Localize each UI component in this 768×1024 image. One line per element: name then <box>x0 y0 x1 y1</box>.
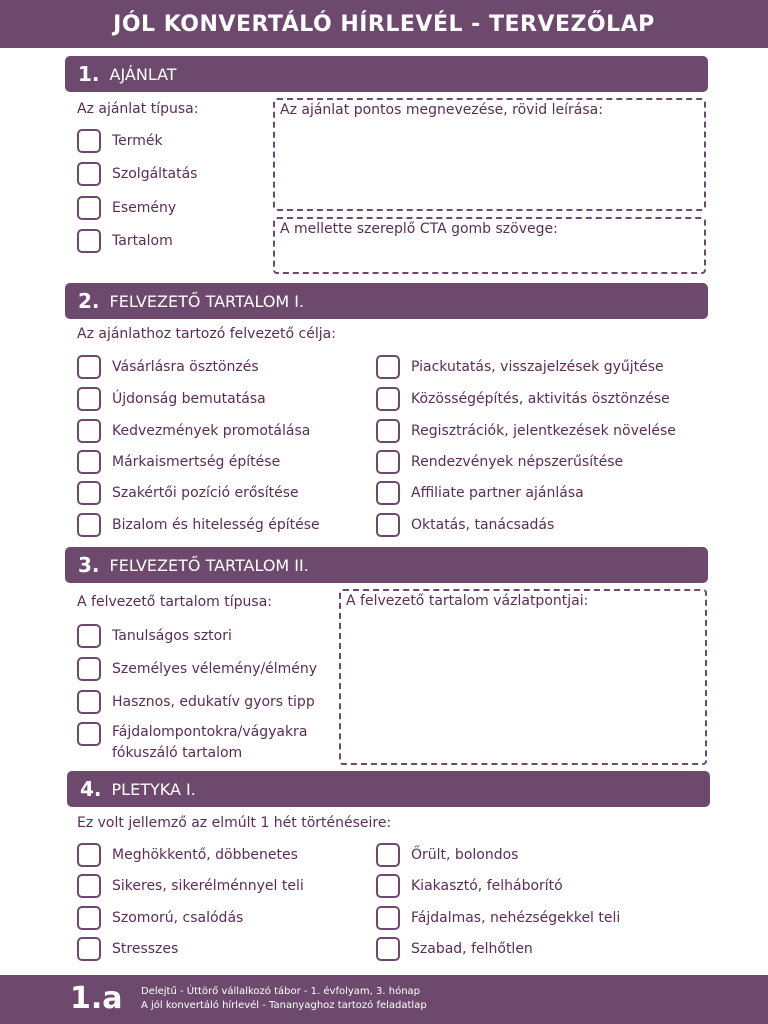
section-3-header <box>65 547 708 583</box>
checkbox[interactable] <box>376 387 400 411</box>
checkbox[interactable] <box>77 162 101 186</box>
checkbox[interactable] <box>77 937 101 961</box>
checkbox-label: Szolgáltatás <box>112 166 198 182</box>
checkbox-label: Termék <box>112 133 163 149</box>
checkbox[interactable] <box>376 906 400 930</box>
checkbox-label: Rendezvények népszerűsítése <box>411 454 624 470</box>
checkbox-label: Tanulságos sztori <box>112 628 232 644</box>
checkbox[interactable] <box>376 843 400 867</box>
section-number: 1. <box>78 62 100 86</box>
footer-line-2: A jól konvertáló hírlevél - Tananyaghoz tartozó feladatlap <box>141 1000 427 1011</box>
checkbox[interactable] <box>77 843 101 867</box>
checkbox-label: Tartalom <box>112 233 173 249</box>
checkbox-label: Kiakasztó, felháborító <box>411 878 563 894</box>
checkbox[interactable] <box>376 450 400 474</box>
checkbox[interactable] <box>77 513 101 537</box>
checkbox-label: Közösségépítés, aktivitás ösztönzése <box>411 391 670 407</box>
section-title: FELVEZETŐ TARTALOM I. <box>109 291 305 311</box>
checkbox-option[interactable] <box>77 229 173 253</box>
checkbox-option[interactable] <box>77 843 298 867</box>
checkbox[interactable] <box>77 874 101 898</box>
checkbox[interactable] <box>77 196 101 220</box>
checkbox-label: Újdonság bemutatása <box>112 391 266 407</box>
checkbox[interactable] <box>376 419 400 443</box>
checkbox-option[interactable] <box>376 355 664 379</box>
checkbox-label-line: fókuszáló tartalom <box>112 745 243 761</box>
checkbox-label: Esemény <box>112 200 177 216</box>
checkbox-option[interactable] <box>77 196 176 220</box>
field-label: A mellette szereplő CTA gomb szövege: <box>280 221 558 237</box>
checkbox-label: Oktatás, tanácsadás <box>411 517 555 533</box>
checkbox[interactable] <box>77 419 101 443</box>
checkbox-label-line: Fájdalompontokra/vágyakra <box>112 724 308 740</box>
checkbox-option[interactable] <box>77 162 197 186</box>
checkbox-option[interactable] <box>77 481 299 505</box>
checkbox-label: Szomorú, csalódás <box>112 910 244 926</box>
field-label: Az ajánlat pontos megnevezése, rövid leírása: <box>280 102 603 118</box>
checkbox-label: Őrült, bolondos <box>411 847 519 863</box>
checkbox-label: Hasznos, edukatív gyors tipp <box>112 694 315 710</box>
checkbox[interactable] <box>77 481 101 505</box>
gossip-prompt: Ez volt jellemző az elmúlt 1 hét történéseire: <box>77 815 392 831</box>
checkbox-option[interactable] <box>77 355 259 379</box>
worksheet-code: 1.a <box>70 981 123 1016</box>
checkbox-option[interactable] <box>376 843 518 867</box>
section-4-header <box>67 771 710 807</box>
checkbox-label: Vásárlásra ösztönzés <box>112 359 259 375</box>
checkbox-option[interactable] <box>77 657 317 681</box>
checkbox-label: Sikeres, sikerélménnyel teli <box>112 878 304 894</box>
checkbox[interactable] <box>77 129 101 153</box>
section-title: AJÁNLAT <box>109 64 177 84</box>
checkbox-option[interactable] <box>77 450 280 474</box>
checkbox-label: Kedvezmények promotálása <box>112 423 311 439</box>
checkbox-label <box>112 722 307 764</box>
checkbox[interactable] <box>376 937 400 961</box>
checkbox-option[interactable] <box>77 722 307 764</box>
checkbox[interactable] <box>77 906 101 930</box>
checkbox-option[interactable] <box>376 937 533 961</box>
checkbox[interactable] <box>376 481 400 505</box>
checkbox-label: Meghökkentő, döbbenetes <box>112 847 298 863</box>
checkbox[interactable] <box>77 229 101 253</box>
cta-text-field[interactable] <box>273 217 706 274</box>
checkbox-label: Márkaismertség építése <box>112 454 281 470</box>
intro-type-label: A felvezető tartalom típusa: <box>77 594 272 610</box>
footer <box>0 975 768 1024</box>
checkbox-label: Szabad, felhőtlen <box>411 941 533 957</box>
section-1-header <box>65 56 708 92</box>
section-2-header <box>65 283 708 319</box>
checkbox-option[interactable] <box>77 937 178 961</box>
checkbox[interactable] <box>376 355 400 379</box>
checkbox-label: Bizalom és hitelesség építése <box>112 517 320 533</box>
section-number: 4. <box>80 777 102 801</box>
checkbox-option[interactable] <box>77 874 304 898</box>
section-number: 2. <box>78 289 100 313</box>
page-title: JÓL KONVERTÁLÓ HÍRLEVÉL - TERVEZŐLAP <box>113 11 655 37</box>
checkbox-option[interactable] <box>376 419 676 443</box>
checkbox-option[interactable] <box>77 129 163 153</box>
section-title: PLETYKA I. <box>111 779 196 799</box>
checkbox-option[interactable] <box>77 419 310 443</box>
checkbox[interactable] <box>77 450 101 474</box>
checkbox[interactable] <box>77 657 101 681</box>
offer-description-field[interactable] <box>273 98 706 211</box>
checkbox-option[interactable] <box>376 906 620 930</box>
section-number: 3. <box>78 553 100 577</box>
checkbox-label: Piackutatás, visszajelzések gyűjtése <box>411 359 664 375</box>
checkbox-option[interactable] <box>376 387 670 411</box>
checkbox-label: Stresszes <box>112 941 179 957</box>
checkbox[interactable] <box>77 690 101 714</box>
checkbox-option[interactable] <box>77 906 243 930</box>
checkbox[interactable] <box>77 387 101 411</box>
checkbox-label: Fájdalmas, nehézségekkel teli <box>411 910 621 926</box>
footer-line-1: Delejtű - Úttörő vállalkozó tábor - 1. évfolyam, 3. hónap <box>141 986 421 997</box>
checkbox[interactable] <box>77 722 101 746</box>
checkbox[interactable] <box>77 355 101 379</box>
intro-goal-label: Az ajánlathoz tartozó felvezető célja: <box>77 326 336 342</box>
checkbox[interactable] <box>77 624 101 648</box>
checkbox-label: Affiliate partner ajánlása <box>411 485 584 501</box>
page-title-bar <box>0 0 768 48</box>
checkbox-label: Regisztrációk, jelentkezések növelése <box>411 423 676 439</box>
intro-outline-field[interactable] <box>339 589 707 765</box>
checkbox[interactable] <box>376 513 400 537</box>
offer-type-label: Az ajánlat típusa: <box>77 101 199 117</box>
checkbox-option[interactable] <box>376 513 554 537</box>
checkbox-option[interactable] <box>77 624 232 648</box>
checkbox-option[interactable] <box>77 690 315 714</box>
checkbox-option[interactable] <box>376 481 584 505</box>
checkbox-option[interactable] <box>376 874 563 898</box>
checkbox[interactable] <box>376 874 400 898</box>
checkbox-label: Személyes vélemény/élmény <box>112 661 318 677</box>
checkbox-label: Szakértői pozíció erősítése <box>112 485 299 501</box>
section-title: FELVEZETŐ TARTALOM II. <box>109 555 309 575</box>
field-label: A felvezető tartalom vázlatpontjai: <box>346 593 589 609</box>
checkbox-option[interactable] <box>77 387 266 411</box>
checkbox-option[interactable] <box>77 513 320 537</box>
checkbox-option[interactable] <box>376 450 623 474</box>
